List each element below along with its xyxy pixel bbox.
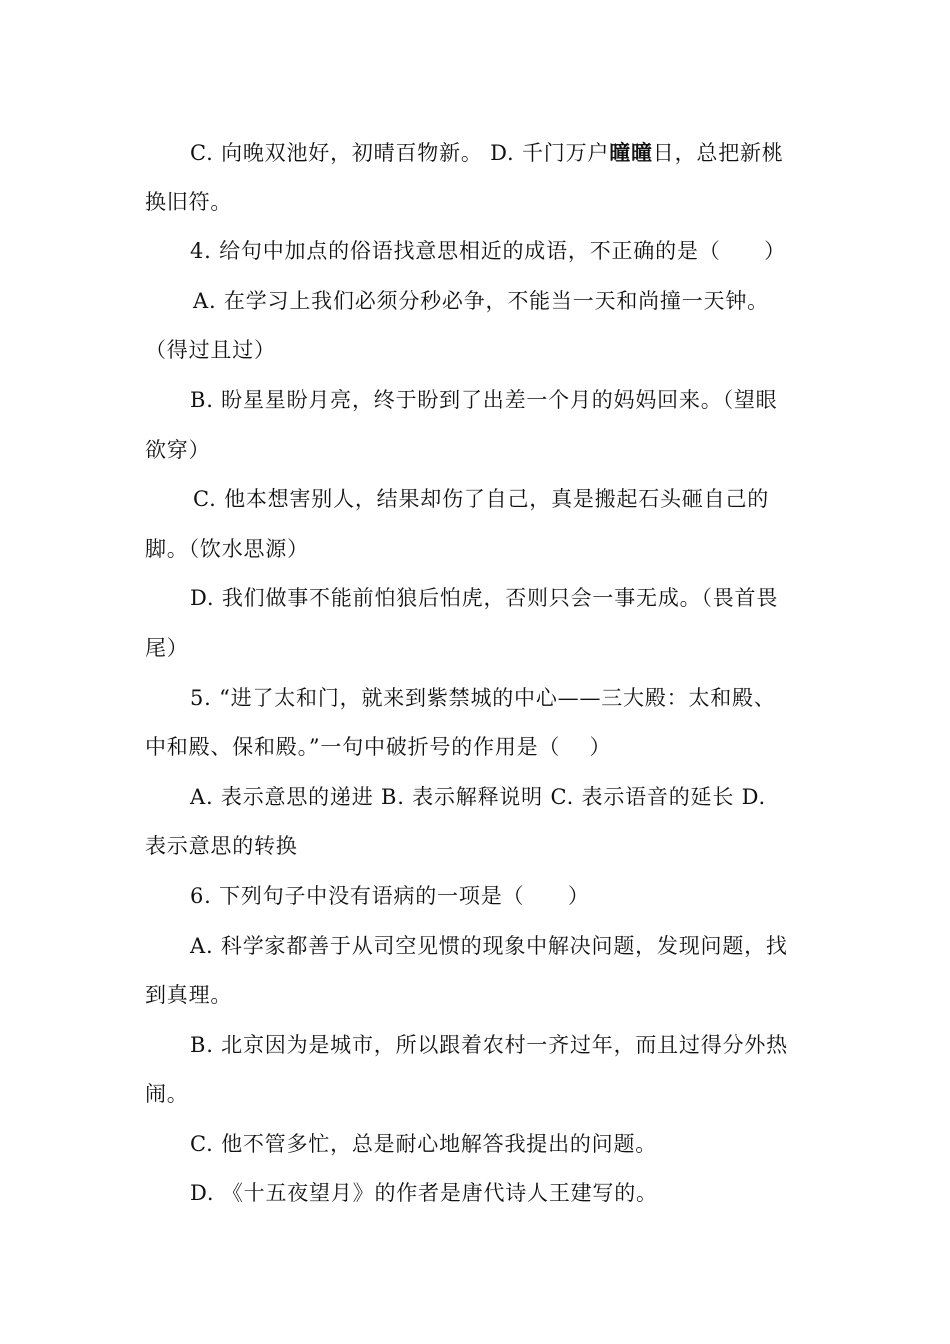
q4-option-a: A. 在学习上我们必须分秒必争，不能当一天和尚撞一天钟。 [193,288,769,313]
q6-option-d: D. 《十五夜望月》的作者是唐代诗人王建写的。 [190,1181,658,1206]
q6-option-a-continuation: 到真理。 [145,983,233,1008]
q4-option-d-continuation: 尾） [145,635,189,660]
document-page [145,128,810,1219]
question-5-stem: 5. “进了太和门，就来到紫禁城的中心——三大殿：太和殿、 [190,685,776,710]
question-4-stem: 4. 给句中加点的俗语找意思相近的成语，不正确的是（ ） [190,239,786,264]
q4-option-a-continuation: （得过且过） [145,338,276,363]
question-6-stem: 6. 下列句子中没有语病的一项是（ ） [190,883,590,908]
q5-options: A. 表示意思的递进 B. 表示解释说明 C. 表示语音的延长 D. [190,784,766,809]
question-5-stem-continuation: 中和殿、保和殿。”一句中破折号的作用是（ ） [145,735,612,760]
q4-option-d: D. 我们做事不能前怕狼后怕虎，否则只会一事无成。（畏首畏 [190,586,779,611]
q3-options-text: C. 向晚双池好，初晴百物新。 D. 千门万户 [190,141,610,165]
q3-option-c-d-line [145,128,810,178]
q3-bold-word: 曈曈 [609,140,653,165]
q4-option-b: B. 盼星星盼月亮，终于盼到了出差一个月的妈妈回来。（望眼 [190,387,778,412]
q6-option-b: B. 北京因为是城市，所以跟着农村一齐过年，而且过得分外热 [190,1032,788,1057]
q4-option-c: C. 他本想害别人，结果却伤了自己，真是搬起石头砸自己的 [193,487,770,512]
q3-options-text-end: 日，总把新桃 [652,141,784,165]
q6-option-b-continuation: 闹。 [145,1082,189,1107]
q4-option-b-continuation: 欲穿） [145,437,211,462]
q5-options-continuation: 表示意思的转换 [145,834,298,859]
q3-option-d-continuation: 换旧符。 [145,189,233,214]
q4-option-c-continuation: 脚。（饮水思源） [145,536,309,561]
q6-option-a: A. 科学家都善于从司空见惯的现象中解决问题，发现问题，找 [190,933,788,958]
q6-option-c: C. 他不管多忙，总是耐心地解答我提出的问题。 [190,1131,658,1156]
